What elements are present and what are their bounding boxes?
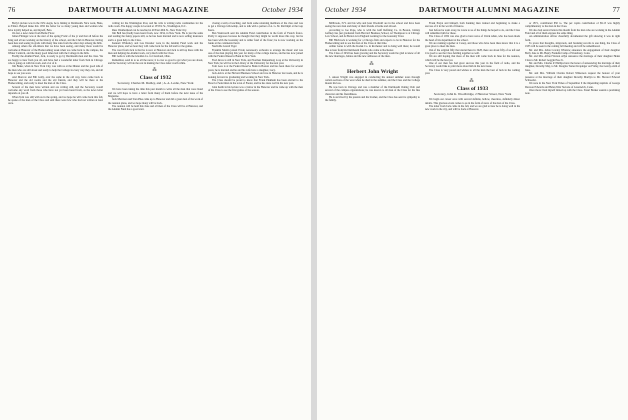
column-paragraph: John Keith in his lecture was a visitor in the Hanover and he came up with the men of the Class to see the first games of the season. [208,85,303,92]
column-paragraph: Frank Pruyn and himself, both banking men trained and beginning to make a success of it in the world of finance. [425,22,520,29]
right-column-1 [325,22,420,416]
column-paragraph: Bill Gallo is with the Gladden Co. in Cleveland, Ohio. [112,55,171,59]
right-page-date: October 1934 [325,6,367,14]
column-paragraph: The letter from Jack came in the fall, and we are glad to hear he is doing well in his new work in the city, and will be back at Hanover. [425,104,520,112]
left-page-title: DARTMOUTH ALUMNI MAGAZINE [68,5,210,14]
column-paragraph: Jim Baker, when in New York City, was with us at the Dinner and the good talk of the men who are still about and ready to help the College in every way they can, and all hope to see you soon. [8,65,103,76]
left-page-date: October 1934 [261,6,303,14]
column-paragraph: Millbrook, N.Y. and his wife and Jean Woodruff are in the school and have been seeing the new men and many of their friends at home and abroad. [325,22,420,29]
column-paragraph: We are still hoping that more of the men will come back in June for the reunion, which will be the best yet. [425,55,520,62]
section-subheading: Secretary, Charles M. Dudley, and ; A. A. Leslie, New York [117,81,194,86]
column-paragraph: The word from Jack is that he is now at Hanover and Jack is still up there with the men and helping the Alumni work, very much with the Class. [108,48,203,56]
section-heading: Class of 1933 [456,85,489,92]
column-paragraph: When Tom was still with us in the spring, and we hope he will come back this fall, he spoke of the men of the Class and said there were few who had not written at least once. [8,95,103,106]
column-paragraph: The Class should be proud to know that Frank Pinkham has been elected to the Board of Selectmen in the town of Exeter, and he has done well in his new post. [208,78,303,86]
column-paragraph: Out of the original fifty that started here in 1928, there are about fifty of us left and it is good to see the Class holding together so well. [425,48,520,56]
column-paragraph: Mr. and Mrs. Alfred Warren Allyn announce the marriage of their daughter Helen Clara to Mr. Robert Goggin Esse Jr. [525,55,620,62]
column-paragraph: Arthur Gates is with the Kodak Co. in Rochester and is doing well there; he would like to hear from his Dartmouth friends who come to Rochester. [325,45,420,52]
column-paragraph: The Class of 1932 was also glad to have news of Chick Allen, who has been made the head of his department at the school. [425,35,520,42]
column-paragraph: Franklin Martin joined Erwin Aaronson's orchestra to arrange the music and was one of the men playing this year for many of the college dances, and he has now joined with the Federal Reserve Bank in New York. [208,48,303,59]
column-paragraph: Once more I had myself mixed up with the Class. Stuart Barker sounds a promising note. [525,88,620,96]
right-header-rule [325,18,620,19]
column-paragraph: Ben Wentworth sent his Alumni Fund contribution in the form of French francs. Partly it supposes because he thought that they might be worth more this way, but he has been with the Guaranty and is rather fond of the franc; he is now working on the banks at the continental level. [208,32,303,46]
column-paragraph: Remember, send in to us all the news; it is ever so good to get what you are about, and the Secretary will do the rest in making the Class letter worth while. [108,58,203,66]
right-column-3 [525,22,620,416]
column-paragraph: Freddy the Alumni Fund, Jack, is ready to go by Dartmouth men and the class. We are happy to hear from you all, and have had a wonderful letter from Tom in Chicago who is going on with his work, and a lot of it. [8,55,103,66]
left-columns [8,22,303,416]
column-paragraph: We also had several letters this month from the men who are working in the Alumni Fund and all of them express the same thing. [525,28,620,36]
column-paragraph: closing a term of teaching, and from some returning members of the class and was to get a Chicago fellowship, and to talk with a partner of A. G. M. Perrimpil at the Gap Kests. [208,22,303,32]
column-paragraph: He was born in Chicago and was a member of the Dartmouth Outing Club and several of the campus organizations; he was known to all men of the Class for his fine character and his friendliness. [325,85,420,96]
left-header-rule [8,18,303,19]
column-paragraph: To prove that thoughts, shipwreck, and breaking records is one thing, the Class of 1933 will be seen in the coming fall meeting and will be remembered. [525,42,620,49]
left-page-header [8,5,303,17]
section-ornament: ⁂ [369,60,376,66]
column-paragraph: He is survived by his parents and his brother, and the Class has sent its sympathy to the family. [325,95,420,103]
column-paragraph: Jack Morrison and Stan Pike came up to Hanover and did a great deal of the work of the reunion plans, and we hope many will be back. [108,98,203,105]
column-paragraph: An administration officer cheerfully documented the gift showing it was in right form. [525,35,620,42]
column-paragraph: Jack Ash is at the Harvard Business School and was in Hanover last week, and he is looking forward to graduating and working in New York. [208,72,303,79]
right-column-2 [425,22,520,416]
left-page [0,0,311,420]
column-paragraph: We begin our career once with several definite, bellow, cheerless, definitely minor details. This glorious event comes to us in the form of news of the men of the Class. [425,98,520,105]
column-paragraph: The Class of 1932 has been growing and the Secretary would be glad to know of all the new marriages, babies and the new addresses of the men. [325,52,420,59]
column-paragraph: Tom Lees is at the Federal Reserve Bank in Boston and has been there for several years; he is married and he and his wife have a daughter, Lucy. [208,65,303,72]
column-paragraph: Mr. and Mrs. Charles P. Phillips have the honor of announcing the marriage of their daughter, Dorothy May, to Mr. Douglas Turner Krapinger on Friday, the twenty-sixth of June. [525,62,620,72]
section-heading: Herbert John Wright [346,68,399,75]
left-page-number: 76 [8,6,16,14]
column-paragraph: or 1871, contributed $50 to. The per capita contribution of $9.15 was highly complimentary to the men in the Class. [525,22,620,29]
column-paragraph: Just before he went away, he wrote to us of the things he hoped to do, and the Class will remember him for these. [425,28,520,36]
right-page-number: 77 [612,6,620,14]
right-columns [325,22,620,416]
column-paragraph: One of our men has had great success this year in the field of radio, and the Secretary would like to print more about him in the next issue. [425,62,520,69]
column-paragraph: The reunion will be held this June and all men of the Class will be at Hanover, and the Alumni Fund has a good start. [108,104,203,112]
column-paragraph: Nashville Gravel Tiger [212,45,237,49]
column-paragraph: Mr. and Mrs. Allan Cowley Winslow announce the engagement of their daughter Betty Jane to Mr. Henry Franklin Camp of Waterbury, Conn. [525,48,620,56]
section-heading: Class of 1932 [139,75,172,82]
column-paragraph: Several of the men have written and are writing still, and the Secretary would welcome any word from those who have not yet been heard from, as the news letter depends on you all. [8,85,103,96]
column-paragraph: Jim Bell has finally been heard from, now 1934, in New York. He is just the same and reading the funny papers still, as he has been married and is now selling insurance and is a great help to the Class. [108,32,203,42]
column-paragraph: Among others the old-timers that we have been seeing, and many more would be welcome at Hanover of the Homecoming week when we come back to the campus, the Winter Carnival, and the many good times had with the College in the hills. [8,45,103,56]
column-paragraph: We have been taking the time this past month to write all the men that were listed and we will hope to have a letter from many of them before the next issue of the Magazine. [108,88,203,98]
left-column-1 [8,22,103,416]
column-paragraph: Fred Alves is still in New York, and Norman Dannenburg is up at the University in New York; he will be in the Library of the University for the next year. [208,58,303,66]
column-paragraph: And Morrow and Bilt Gally, ever the same in the old way, have come back to Hanover and the old rooms and the old friends, and they will be there at the Homecoming, and ready to meet the men of the Class. [8,75,103,86]
column-paragraph: Betty's picture was in the 1931 Aegis, he is fishing at Dartmouth. Nice work, Hens, as Editor. Helped make this 1932 the better for so many young men and women who have loyally helped us, and myself, Bets. [8,22,103,32]
section-ornament: ⁂ [152,67,159,73]
column-paragraph: We note in the New York Times of September 9 the impending nuptials of George Dawson Edwards and Helen Weir Stevens of Greenwich, Conn. [525,82,620,89]
left-column-2 [108,22,203,416]
column-paragraph: Julien Fittinger was at the start of the spring Frolic of the yr and that all before the King and all are working on the history of the school, and the Club in Hanover, having been here and seeing its grads with many fine tales from the other days among the hills. [8,35,103,46]
section-ornament: ⁂ [469,77,476,83]
column-paragraph: Bill Hitchcock is working for a Chicago firm and expects to be in Hanover for the Homecoming and to see the men of the Class at that time. [325,38,420,46]
section-subheading: Secretary, John K. Woodbridge, 2 Hanover Street, New York [433,91,512,96]
column-paragraph: Russ Weatherhead can be reached at 40 East 40th St., New York City. [112,28,187,32]
column-paragraph: Kennett Whitesley and Lou Dressler were in the Alumni Fund work and the Hanover plans, and we hear they will come back for the fall and for the games. [108,42,203,49]
right-page [317,0,628,420]
column-paragraph: J. Anson Wright was engaged in conducting his annual summer tours through certain sections of the west when he died in the summer, and the Class and the College mourn his loss. [325,75,420,86]
left-column-3 [208,22,303,416]
column-paragraph: We are running together at Coney, and those who have been there know that it is a great place to meet the men. [425,42,520,49]
right-page-header [325,5,620,17]
column-paragraph: According to Joe Pope, who is with the Gulf Refining Co. in Boston, Johnny Gaffney has just graduated from Harvard Business School, Al Thompson is at Chicago Law School, and Al Berton is in England working for the Guaranty Trust. [325,28,420,39]
column-paragraph: On last, a news letter from Bettie Flore: [12,32,55,36]
column-paragraph: The Class is very proud and wishes to all the men the best of luck in the coming year. [425,68,520,76]
column-paragraph: writing for the Washington Post, and his wife is writing radio continuities for the radio work. The happy couple is located at 1333 K St., Washington, D.C. [108,22,203,29]
right-page-title: DARTMOUTH ALUMNI MAGAZINE [418,5,560,14]
column-paragraph: Mr. and Mrs. William Charles Robert Wilkerson request the honour of your presence at the marriage of their daughter Dorothy Marilyn to Mr. Howard Edward Schroeder. [525,72,620,82]
